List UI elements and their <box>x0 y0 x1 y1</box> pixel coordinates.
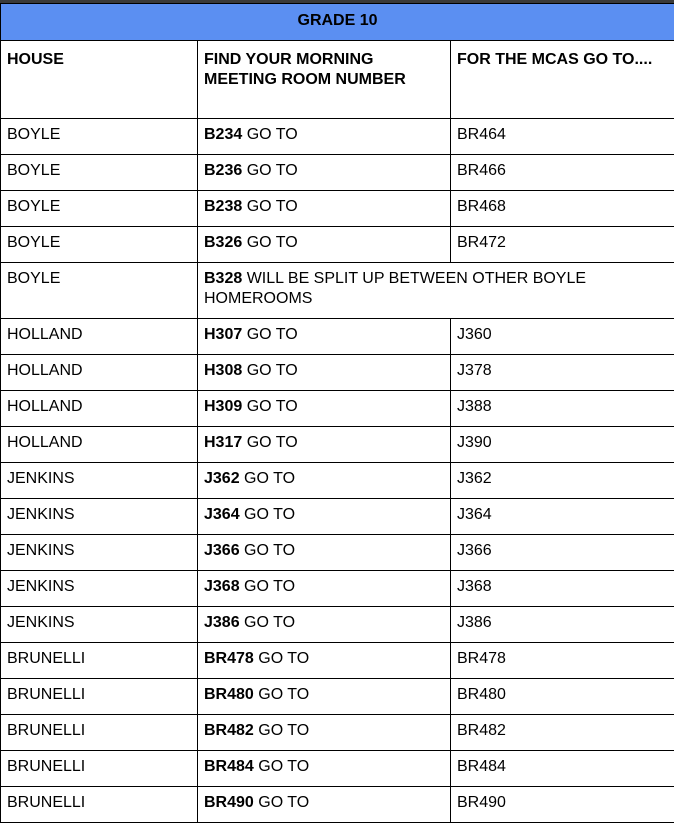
table-row <box>1 787 674 823</box>
mcas-room-cell: BR472 <box>451 227 674 263</box>
room-code: B234 <box>204 126 242 143</box>
go-to-text: GO TO <box>240 506 295 523</box>
morning-room-cell <box>198 679 451 715</box>
house-cell: HOLLAND <box>1 427 198 463</box>
table-row <box>1 679 674 715</box>
mcas-room-cell: BR490 <box>451 787 674 823</box>
mcas-room-cell: J360 <box>451 319 674 355</box>
mcas-room-cell: J364 <box>451 499 674 535</box>
morning-room-cell <box>198 715 451 751</box>
mcas-room-cell: J390 <box>451 427 674 463</box>
room-code: BR490 <box>204 794 254 811</box>
mcas-room-cell: BR468 <box>451 191 674 227</box>
mcas-room-cell: J368 <box>451 571 674 607</box>
table-row <box>1 463 674 499</box>
mcas-room-cell: BR482 <box>451 715 674 751</box>
go-to-text: GO TO <box>254 794 309 811</box>
morning-room-cell <box>198 535 451 571</box>
room-code: H317 <box>204 434 242 451</box>
room-code: B326 <box>204 234 242 251</box>
house-cell: BOYLE <box>1 227 198 263</box>
morning-room-cell <box>198 607 451 643</box>
morning-room-cell <box>198 355 451 391</box>
go-to-text: GO TO <box>242 362 297 379</box>
table-row <box>1 751 674 787</box>
mcas-room-cell: J378 <box>451 355 674 391</box>
house-cell: JENKINS <box>1 571 198 607</box>
go-to-text: GO TO <box>240 614 295 631</box>
house-cell: JENKINS <box>1 463 198 499</box>
table-title: GRADE 10 <box>1 4 674 41</box>
morning-room-cell <box>198 119 451 155</box>
morning-room-cell <box>198 155 451 191</box>
room-code: J368 <box>204 578 240 595</box>
mcas-room-cell: BR484 <box>451 751 674 787</box>
go-to-text: GO TO <box>242 234 297 251</box>
table-row <box>1 227 674 263</box>
table-row <box>1 643 674 679</box>
morning-room-cell <box>198 751 451 787</box>
go-to-text: GO TO <box>242 198 297 215</box>
room-code: B236 <box>204 162 242 179</box>
mcas-room-cell: J362 <box>451 463 674 499</box>
header-house: HOUSE <box>1 41 198 119</box>
room-code: H307 <box>204 326 242 343</box>
house-cell: BRUNELLI <box>1 679 198 715</box>
morning-room-cell <box>198 391 451 427</box>
table-row <box>1 119 674 155</box>
morning-room-cell <box>198 571 451 607</box>
mcas-room-cell: BR480 <box>451 679 674 715</box>
table-row <box>1 155 674 191</box>
table-row <box>1 499 674 535</box>
room-code: H309 <box>204 398 242 415</box>
house-cell: HOLLAND <box>1 391 198 427</box>
go-to-text: GO TO <box>242 162 297 179</box>
go-to-text: GO TO <box>254 758 309 775</box>
house-cell: JENKINS <box>1 607 198 643</box>
table-header-row <box>1 41 674 119</box>
go-to-text: GO TO <box>242 434 297 451</box>
table-row <box>1 319 674 355</box>
house-cell: JENKINS <box>1 535 198 571</box>
house-cell: BOYLE <box>1 263 198 319</box>
morning-room-cell <box>198 787 451 823</box>
mcas-room-cell: BR466 <box>451 155 674 191</box>
morning-room-cell <box>198 499 451 535</box>
go-to-text: GO TO <box>254 722 309 739</box>
table-row <box>1 535 674 571</box>
room-code: BR478 <box>204 650 254 667</box>
go-to-text: GO TO <box>240 542 295 559</box>
room-code: J362 <box>204 470 240 487</box>
house-cell: JENKINS <box>1 499 198 535</box>
table-row <box>1 715 674 751</box>
morning-room-cell <box>198 427 451 463</box>
morning-room-cell <box>198 227 451 263</box>
go-to-text: GO TO <box>254 650 309 667</box>
room-code: BR482 <box>204 722 254 739</box>
go-to-text: GO TO <box>240 578 295 595</box>
house-cell: HOLLAND <box>1 355 198 391</box>
house-cell: BOYLE <box>1 191 198 227</box>
table-row <box>1 263 674 319</box>
room-code: B238 <box>204 198 242 215</box>
house-cell: BRUNELLI <box>1 715 198 751</box>
morning-room-cell <box>198 319 451 355</box>
room-code: H308 <box>204 362 242 379</box>
table-row <box>1 191 674 227</box>
header-mcas: FOR THE MCAS GO TO.... <box>451 41 674 119</box>
house-cell: BRUNELLI <box>1 643 198 679</box>
room-code: BR480 <box>204 686 254 703</box>
morning-room-cell <box>198 643 451 679</box>
room-code: J364 <box>204 506 240 523</box>
room-code: J386 <box>204 614 240 631</box>
go-to-text: GO TO <box>254 686 309 703</box>
room-note: WILL BE SPLIT UP BETWEEN OTHER BOYLE HOMEROOMS <box>204 270 586 307</box>
header-morning-room: FIND YOUR MORNING MEETING ROOM NUMBER <box>198 41 451 119</box>
table-row <box>1 391 674 427</box>
morning-room-cell <box>198 463 451 499</box>
table-row <box>1 607 674 643</box>
mcas-room-cell: J366 <box>451 535 674 571</box>
room-code: J366 <box>204 542 240 559</box>
room-code: BR484 <box>204 758 254 775</box>
house-cell: BOYLE <box>1 119 198 155</box>
house-cell: HOLLAND <box>1 319 198 355</box>
morning-room-cell <box>198 263 674 319</box>
mcas-room-cell: BR464 <box>451 119 674 155</box>
go-to-text: GO TO <box>242 126 297 143</box>
go-to-text: GO TO <box>242 398 297 415</box>
room-code: B328 <box>204 270 242 287</box>
go-to-text: GO TO <box>242 326 297 343</box>
house-cell: BOYLE <box>1 155 198 191</box>
table-row <box>1 427 674 463</box>
house-cell: BRUNELLI <box>1 751 198 787</box>
morning-room-cell <box>198 191 451 227</box>
mcas-room-cell: BR478 <box>451 643 674 679</box>
table-row <box>1 355 674 391</box>
table-row <box>1 571 674 607</box>
table-title-row <box>1 4 674 41</box>
mcas-room-cell: J388 <box>451 391 674 427</box>
mcas-room-cell: J386 <box>451 607 674 643</box>
house-cell: BRUNELLI <box>1 787 198 823</box>
grade-10-room-table <box>0 3 674 823</box>
go-to-text: GO TO <box>240 470 295 487</box>
